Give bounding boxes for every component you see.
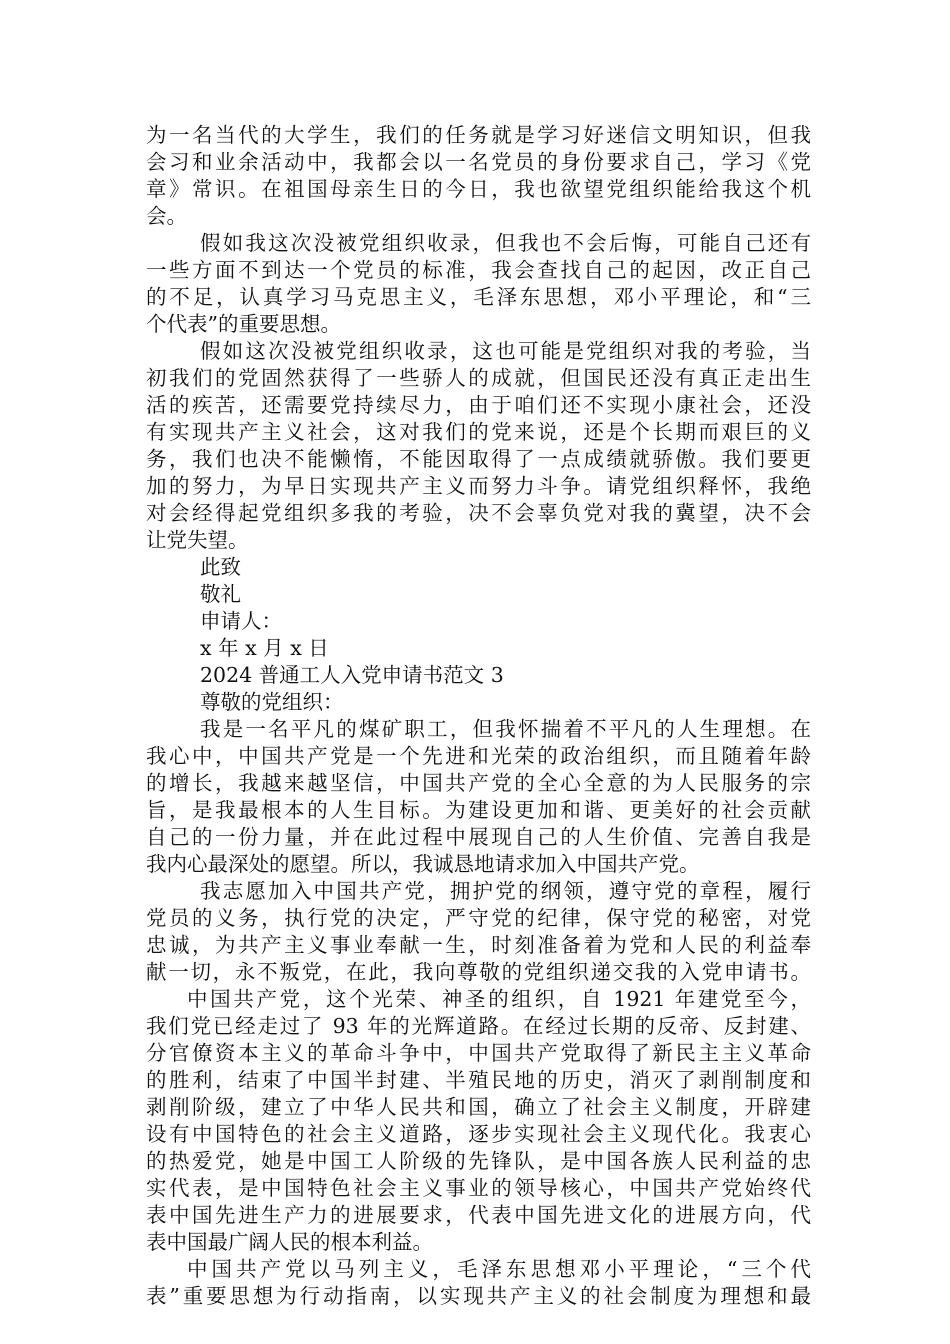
text-line: 对会经得起党组织多我的考验，决不会辜负党对我的冀望，决不会	[146, 501, 811, 525]
text-line: 让党失望。	[146, 528, 249, 552]
text-line: 有实现共产主义社会，这对我们的党来说，还是个长期而艰巨的义	[146, 420, 811, 444]
text-line: 章》常识。在祖国母亲生日的今日，我也欲望党组织能给我这个机	[146, 177, 811, 201]
section-heading: 2024 普通工人入党申请书范文 3	[200, 663, 504, 687]
text-line: 表中国最广阔人民的根本利益。	[146, 1230, 433, 1254]
text-line: 活的疾苦，还需要党持续尽力，由于咱们还不实现小康社会，还没	[146, 393, 811, 417]
text-line: 表”重要思想为行动指南，以实现共产主义的社会制度为理想和最	[146, 1284, 811, 1308]
text-line: 假如这次没被党组织收录，这也可能是党组织对我的考验，当	[200, 339, 811, 363]
text-line: 献一切，永不叛党，在此，我向尊敬的党组织递交我的入党申请书。	[146, 960, 811, 984]
text-line: 个代表”的重要思想。	[146, 312, 341, 336]
text-line: 我志愿加入中国共产党，拥护党的纲领，遵守党的章程，履行	[200, 879, 811, 903]
text-line: 会习和业余活动中，我都会以一名党员的身份要求自己，学习《党	[146, 150, 811, 174]
text-line: 一些方面不到达一个党员的标准，我会查找自己的起因，改正自己	[146, 258, 811, 282]
text-line: 的增长，我越来越坚信，中国共产党的全心全意的为人民服务的宗	[146, 771, 811, 795]
text-line: 分官僚资本主义的革命斗争中，中国共产党取得了新民主主义革命	[146, 1041, 811, 1065]
text-line: 中国共产党以马列主义，毛泽东思想邓小平理论，“三个代	[187, 1257, 811, 1281]
text-line: 假如我这次没被党组织收录，但我也不会后悔，可能自己还有	[200, 231, 811, 255]
text-line: 的胜利，结束了中国半封建、半殖民地的历史，消灭了剥削制度和	[146, 1068, 811, 1092]
date-line: x 年 x 月 x 日	[200, 636, 329, 660]
text-line: 的不足，认真学习马克思主义，毛泽东思想，邓小平理论，和“三	[146, 285, 811, 309]
text-line: 我们党已经走过了 93 年的光辉道路。在经过长期的反帝、反封建、	[146, 1014, 811, 1038]
text-line: 忠诚，为共产主义事业奉献一生，时刻准备着为党和人民的利益奉	[146, 933, 811, 957]
text-line: 党员的义务，执行党的决定，严守党的纪律，保守党的秘密，对党	[146, 906, 811, 930]
text-line: 设有中国特色的社会主义道路，逐步实现社会主义现代化。我衷心	[146, 1122, 811, 1146]
closing-regards: 敬礼	[200, 582, 241, 606]
document-body	[146, 122, 811, 1310]
closing-salutation: 此致	[200, 555, 241, 579]
text-line: 我内心最深处的愿望。所以，我诚恳地请求加入中国共产党。	[146, 852, 700, 876]
greeting: 尊敬的党组织：	[200, 690, 344, 714]
text-line: 初我们的党固然获得了一些骄人的成就，但国民还没有真正走出生	[146, 366, 811, 390]
text-line: 自己的一份力量，并在此过程中展现自己的人生价值、完善自我是	[146, 825, 811, 849]
text-line: 加的努力，为早日实现共产主义而努力斗争。请党组织释怀，我绝	[146, 474, 811, 498]
text-line: 为一名当代的大学生，我们的任务就是学习好迷信文明知识，但我	[146, 123, 811, 147]
text-line: 实代表，是中国特色社会主义事业的领导核心，中国共产党始终代	[146, 1176, 811, 1200]
text-line: 我是一名平凡的煤矿职工，但我怀揣着不平凡的人生理想。在	[200, 717, 811, 741]
text-line: 剥削阶级，建立了中华人民共和国，确立了社会主义制度，开辟建	[146, 1095, 811, 1119]
text-line: 的热爱党，她是中国工人阶级的先锋队，是中国各族人民利益的忠	[146, 1149, 811, 1173]
text-line: 我心中，中国共产党是一个先进和光荣的政治组织，而且随着年龄	[146, 744, 811, 768]
text-line: 旨，是我最根本的人生目标。为建设更加和谐、更美好的社会贡献	[146, 798, 811, 822]
text-line: 务，我们也决不能懒惰，不能因取得了一点成绩就骄傲。我们要更	[146, 447, 811, 471]
text-line: 表中国先进生产力的进展要求，代表中国先进文化的进展方向，代	[146, 1203, 811, 1227]
text-line: 会。	[146, 204, 187, 228]
applicant-label: 申请人：	[200, 609, 282, 633]
text-line: 中国共产党，这个光荣、神圣的组织，自 1921 年建党至今，	[187, 987, 811, 1011]
